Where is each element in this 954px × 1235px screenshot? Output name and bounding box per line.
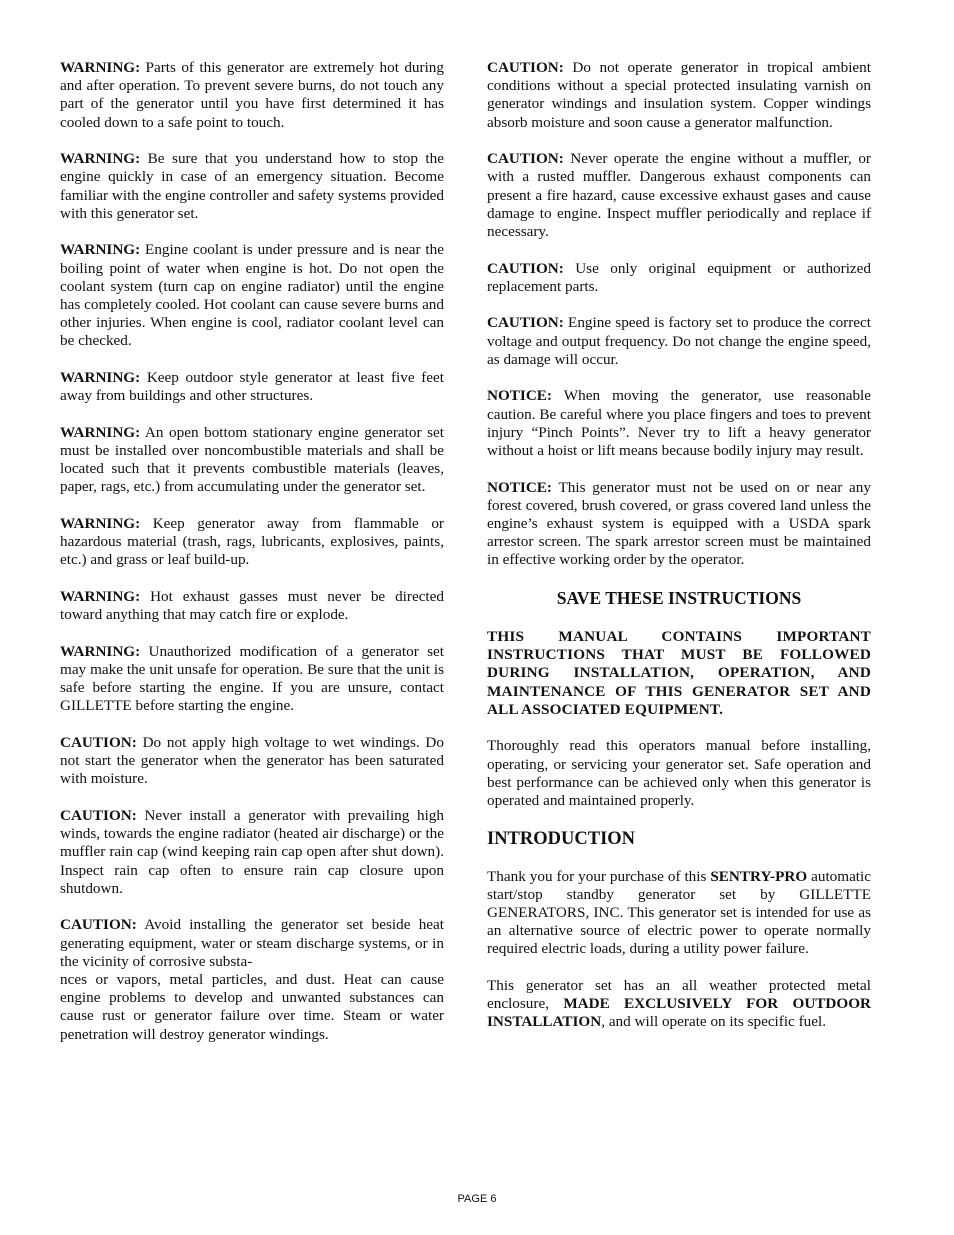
intro-text: Thank you for your purchase of this [487,867,711,885]
safety-paragraph [60,369,444,405]
safety-paragraph [60,588,444,624]
introduction-heading: INTRODUCTION [487,828,636,849]
intro-text: , and will operate on its specific fuel. [601,1013,827,1031]
safety-text: Keep generator away from flammable or hazardous material (trash, rags, lubricants, explosives, paints, etc.) and grass or leaf build-up. [60,515,444,569]
safety-text: Engine coolant is under pressure and is near the boiling point of water when engine is hot. Do not open the coolant system (turn cap on engine radiator) until the engine has completely cooled. Hot coolant can cause severe burns and other injuries. When engine is cool, radiator coolant level can be checked. [60,241,444,350]
safety-paragraph [60,916,444,971]
safety-paragraph [60,424,444,497]
safety-text: Do not operate generator in tropical ambient conditions without a special protected insulating varnish on generator windings and insulation system. Copper windings absorb moisture and soon cause a generator malfunction. [487,59,871,131]
safety-label: NOTICE: [487,478,552,496]
safety-label: CAUTION: [60,807,137,825]
safety-label: WARNING: [60,423,141,441]
page-number: PAGE 6 [457,1193,497,1205]
intro-text: automatic start/stop standby generator set by GILLETTE GENERATORS, INC. This generator set is intended for use as an alternative source of electric power to operate normally required electric loads, during a utility power failure. [487,867,871,958]
safety-paragraph [60,734,444,789]
safety-label: WARNING: [60,588,141,606]
safety-paragraph-continued [60,971,444,1044]
safety-label: CAUTION: [487,259,564,277]
safety-paragraph [60,59,444,132]
manual-notice: THIS MANUAL CONTAINS IMPORTANT INSTRUCTIONS THAT MUST BE FOLLOWED DURING INSTALLATION, OPERATION, AND MAINTENANCE OF THIS GENERATOR SET AND ALL ASSOCIATED EQUIPMENT. [487,628,871,718]
safety-text: nces or vapors, metal particles, and dust. Heat can cause engine problems to develop and unwanted substances can cause rust or generator failure over time. Steam or water penetration will destroy generator windings. [60,971,444,1043]
safety-label: WARNING: [60,59,141,76]
save-instructions-heading: SAVE THESE INSTRUCTIONS [556,588,802,609]
intro-text: This generator set has an all weather protected metal enclosure, [487,977,871,1013]
right-column [487,59,871,1050]
read-manual-paragraph: Thoroughly read this operators manual before installing, operating, or servicing your generator set. Safe operation and best performance can be achieved only when this generator is operated and maintained properly. [487,737,871,810]
safety-paragraph [487,260,871,296]
safety-text: Be sure that you understand how to stop the engine quickly in case of an emergency situation. Become familiar with the engine controller and safety systems provided with this generator set. [60,150,444,222]
safety-paragraph [60,241,444,350]
safety-paragraph [487,59,871,132]
safety-label: CAUTION: [60,734,137,752]
safety-text: Unauthorized modification of a generator set may make the unit unsafe for operation. Be sure that the unit is safe before starting the engine. If you are unsure, contact GILLETTE before starting the engine. [60,642,444,715]
safety-label: WARNING: [60,150,141,168]
safety-paragraph [487,387,871,460]
safety-text: Do not apply high voltage to wet windings. Do not start the generator when the generator has been saturated with moisture. [60,734,444,788]
outdoor-installation-emphasis: MADE EXCLUSIVELY FOR OUTDOOR INSTALLATION [487,995,871,1031]
safety-label: WARNING: [60,369,141,387]
safety-text: Parts of this generator are extremely hot during and after operation. To prevent severe burns, do not touch any part of the generator until you have first determined it has cooled down to a safe point to touch. [60,59,444,131]
safety-text: Avoid installing the generator set beside heat generating equipment, water or steam discharge systems, or in the vicinity of corrosive substa- [60,916,444,970]
safety-label: CAUTION: [487,150,564,168]
product-name: SENTRY-PRO [710,867,808,885]
safety-text: Hot exhaust gasses must never be directed toward anything that may catch fire or explode. [60,588,444,624]
safety-paragraph [60,807,444,898]
safety-text: Never operate the engine without a muffler, or with a rusted muffler. Dangerous exhaust components can present a fire hazard, cause excessive exhaust gases and cause damage to engine. Inspect muffler periodically and replace if necessary. [487,150,871,241]
safety-label: WARNING: [60,642,141,660]
safety-paragraph [487,479,871,570]
safety-label: NOTICE: [487,387,552,405]
enclosure-paragraph [487,977,871,1032]
left-column [60,59,444,1062]
safety-paragraph [60,643,444,716]
safety-label: CAUTION: [60,916,137,934]
safety-label: WARNING: [60,241,141,259]
introduction-paragraph [487,868,871,959]
safety-text: Use only original equipment or authorized replacement parts. [487,259,871,295]
safety-text: An open bottom stationary engine generator set must be installed over noncombustible materials and shall be located such that it prevents combustible materials (leaves, paper, rags, etc.) from accumulating under the generator set. [60,423,444,496]
safety-text: Never install a generator with prevailing high winds, towards the engine radiator (heated air discharge) or the muffler rain cap (wind keeping rain cap open after shut down). Inspect rain cap often to ensure rain cap closure upon shutdown. [60,807,444,897]
safety-label: WARNING: [60,515,141,533]
safety-paragraph [487,150,871,241]
safety-label: CAUTION: [487,59,564,76]
safety-text: Keep outdoor style generator at least five feet away from buildings and other structures. [60,369,444,405]
safety-paragraph [60,515,444,570]
safety-paragraph [487,314,871,369]
safety-text: When moving the generator, use reasonable caution. Be careful where you place fingers and toes to prevent injury “Pinch Points”. Never try to lift a heavy generator without a hoist or lift means because bodily injury may result. [487,387,871,460]
safety-text: Engine speed is factory set to produce the correct voltage and output frequency. Do not change the engine speed, as damage will occur. [487,314,871,368]
safety-paragraph [60,150,444,223]
safety-text: This generator must not be used on or near any forest covered, brush covered, or grass covered land unless the engine’s exhaust system is equipped with a USDA spark arrestor screen. The spark arrestor screen must be maintained in effective working order by the operator. [487,478,871,569]
safety-label: CAUTION: [487,314,564,332]
